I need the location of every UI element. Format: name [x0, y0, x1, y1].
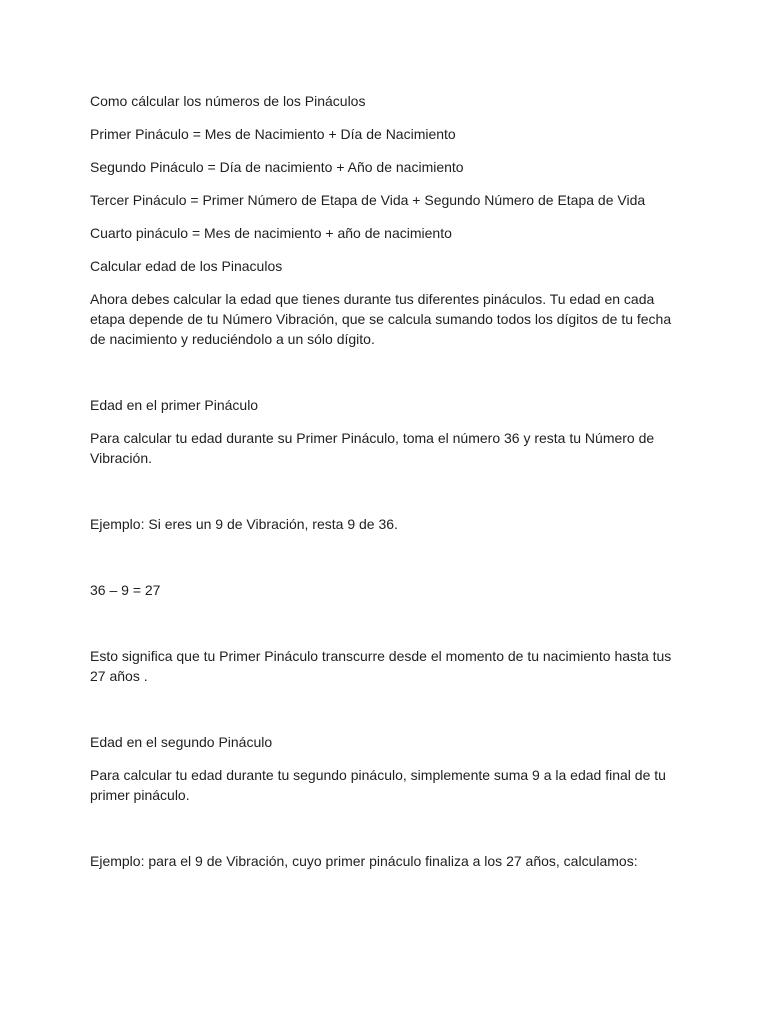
- formula-fourth-pinnacle: Cuarto pináculo = Mes de nacimiento + año de nacimiento: [90, 225, 452, 241]
- formula-third-pinnacle: Tercer Pináculo = Primer Número de Etapa de Vida + Segundo Número de Etapa de Vida: [90, 192, 646, 208]
- heading-first-pinnacle-age: Edad en el primer Pináculo: [90, 397, 259, 413]
- formula-first-pinnacle: Primer Pináculo = Mes de Nacimiento + Día de Nacimiento: [90, 126, 456, 142]
- heading-pinnacle-ages: Calcular edad de los Pinaculos: [90, 258, 283, 274]
- paragraph-vibration-number: Ahora debes calcular la edad que tienes durante tus diferentes pináculos. Tu edad en cada etapa depende de tu Número Vibración, que se calcula sumando todos los dígitos de tu fecha de nacimiento y reduciéndolo a un sólo dígito.: [90, 291, 672, 347]
- paragraph-first-pinnacle-calc: Para calcular tu edad durante su Primer Pináculo, toma el número 36 y resta tu Número de Vibración.: [90, 430, 655, 466]
- equation-36-minus-9: 36 – 9 = 27: [90, 582, 161, 598]
- document-body: [90, 91, 675, 871]
- example-first-pinnacle: Ejemplo: Si eres un 9 de Vibración, resta 9 de 36.: [90, 516, 398, 532]
- example-second-pinnacle: Ejemplo: para el 9 de Vibración, cuyo primer pináculo finaliza a los 27 años, calculamos:: [90, 853, 638, 869]
- paragraph-first-pinnacle-meaning: Esto significa que tu Primer Pináculo transcurre desde el momento de tu nacimiento hasta tus 27 años .: [90, 648, 672, 684]
- heading-calculate-pinnacles: Como cálcular los números de los Pináculos: [90, 93, 366, 109]
- paragraph-second-pinnacle-calc: Para calcular tu edad durante tu segundo pináculo, simplemente suma 9 a la edad final de tu primer pináculo.: [90, 767, 666, 803]
- heading-second-pinnacle-age: Edad en el segundo Pináculo: [90, 734, 273, 750]
- formula-second-pinnacle: Segundo Pináculo = Día de nacimiento + Año de nacimiento: [90, 159, 464, 175]
